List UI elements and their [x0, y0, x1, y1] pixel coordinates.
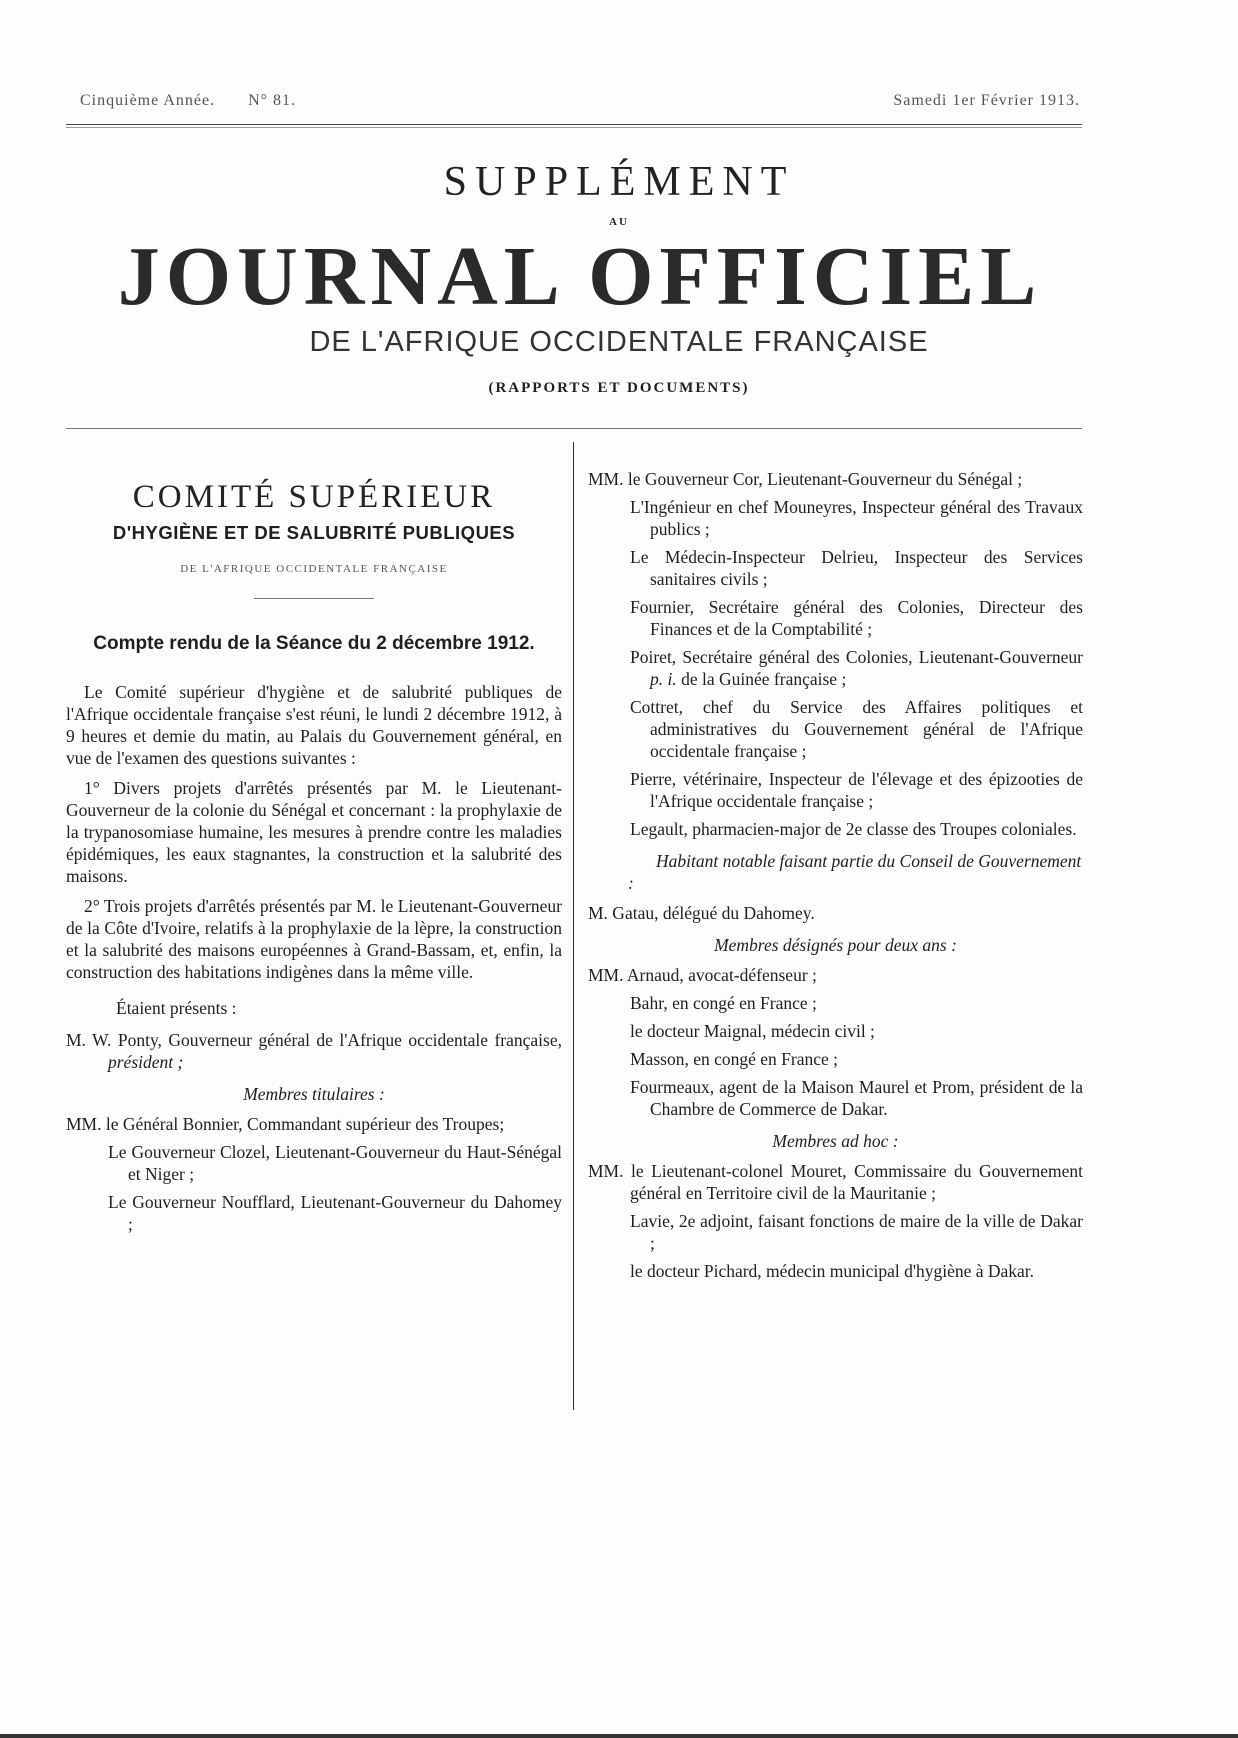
presents-label: Étaient présents :	[116, 998, 237, 1018]
rapports-subtitle: (RAPPORTS ET DOCUMENTS)	[488, 380, 750, 396]
member-entry: MM. le Gouverneur Cor, Lieutenant-Gouverneur du Sénégal ;	[588, 469, 1023, 489]
poiret-pi: p. i.	[650, 669, 677, 689]
section-rule	[254, 598, 374, 599]
member-entry: Lavie, 2e adjoint, faisant fonctions de maire de la ville de Dakar ;	[630, 1211, 1083, 1253]
masthead-rule	[66, 428, 1082, 429]
edition-label: Cinquième Année.	[80, 92, 216, 109]
column-divider	[573, 442, 574, 1410]
member-entry: le docteur Maignal, médecin civil ;	[630, 1021, 875, 1041]
page-bottom-edge	[0, 1734, 1238, 1738]
habitant-entry: M. Gatau, délégué du Dahomey.	[588, 903, 815, 923]
president-entry	[66, 1029, 562, 1073]
titulaires-label: Membres titulaires :	[243, 1084, 385, 1104]
member-entry: Pierre, vétérinaire, Inspecteur de l'élevage et des épizooties de l'Afrique occidentale française ;	[630, 769, 1083, 811]
issue-number: N° 81.	[248, 92, 297, 109]
member-entry: Legault, pharmacien-major de 2e classe des Troupes coloniales.	[630, 819, 1077, 839]
member-entry: Le Gouverneur Clozel, Lieutenant-Gouverneur du Haut-Sénégal et Niger ;	[108, 1142, 562, 1184]
au-label: AU	[609, 216, 629, 228]
poiret-tail: de la Guinée française ;	[676, 669, 847, 689]
supplement-title: SUPPLÉMENT	[443, 159, 795, 205]
region-title: DE L'AFRIQUE OCCIDENTALE FRANÇAISE	[309, 326, 929, 358]
member-entry	[588, 646, 1083, 690]
president-role: président ;	[108, 1052, 184, 1072]
right-column	[588, 468, 1083, 1288]
left-column	[66, 440, 562, 1241]
member-entry: Le Gouverneur Noufflard, Lieutenant-Gouverneur du Dahomey ;	[108, 1192, 562, 1234]
adhoc-label: Membres ad hoc :	[772, 1131, 899, 1151]
member-entry: Fourmeaux, agent de la Maison Maurel et Prom, président de la Chambre de Commerce de Dakar.	[630, 1077, 1083, 1119]
agenda-item-1: 1° Divers projets d'arrêtés présentés par M. le Lieutenant-Gouverneur de la colonie du Sénégal et concernant : la prophylaxie de la trypanosomiase humaine, les mesures à prendre contre les maladies épidémiques, les eaux stagnantes, la construction et la salubrité des maisons.	[66, 778, 562, 886]
poiret-text: Poiret, Secrétaire général des Colonies, Lieutenant-Gouverneur	[630, 647, 1083, 667]
journal-title: JOURNAL OFFICIEL	[117, 230, 1043, 323]
issue-date: Samedi 1er Février 1913.	[893, 92, 1080, 109]
intro-paragraph: Le Comité supérieur d'hygiène et de salubrité publiques de l'Afrique occidentale française s'est réuni, le lundi 2 décembre 1912, à 9 heures et demie du matin, au Palais du Gouvernement général, en vue de l'examen des questions suivantes :	[66, 682, 562, 768]
member-entry: Bahr, en congé en France ;	[630, 993, 817, 1013]
habitant-label: Habitant notable faisant partie du Conseil de Gouvernement :	[628, 851, 1082, 893]
member-entry: Le Médecin-Inspecteur Delrieu, Inspecteur des Services sanitaires civils ;	[630, 547, 1083, 589]
president-name: M. W. Ponty, Gouverneur général de l'Afrique occidentale française,	[66, 1030, 562, 1050]
member-entry: MM. le Lieutenant-colonel Mouret, Commissaire du Gouvernement général en Territoire civil de la Mauritanie ;	[588, 1161, 1083, 1203]
member-entry: L'Ingénieur en chef Mouneyres, Inspecteur général des Travaux publics ;	[630, 497, 1083, 539]
header-rule-thin	[66, 127, 1082, 128]
member-entry: Cottret, chef du Service des Affaires politiques et administratives du Gouvernement général de l'Afrique occidentale française ;	[630, 697, 1083, 761]
member-entry: Masson, en congé en France ;	[630, 1049, 838, 1069]
comite-title: COMITÉ SUPÉRIEUR	[132, 479, 496, 515]
comite-region: DE L'AFRIQUE OCCIDENTALE FRANÇAISE	[180, 563, 448, 575]
member-entry: le docteur Pichard, médecin municipal d'hygiène à Dakar.	[630, 1261, 1035, 1281]
agenda-item-2: 2° Trois projets d'arrêtés présentés par M. le Lieutenant-Gouverneur de la Côte d'Ivoire, relatifs à la prophylaxie de la lèpre, la construction et la salubrité des maisons européennes à Grand-Bassam, et, enfin, la construction des habitations indigènes dans la même ville.	[66, 896, 562, 982]
member-entry: Fournier, Secrétaire général des Colonies, Directeur des Finances et de la Comptabilité ;	[630, 597, 1083, 639]
hygiene-subtitle: D'HYGIÈNE ET DE SALUBRITÉ PUBLIQUES	[112, 522, 516, 543]
member-entry: MM. Arnaud, avocat-défenseur ;	[588, 965, 817, 985]
deux-ans-label: Membres désignés pour deux ans :	[714, 935, 957, 955]
header-rule	[66, 124, 1082, 125]
member-entry: MM. le Général Bonnier, Commandant supérieur des Troupes;	[66, 1114, 505, 1134]
session-title: Compte rendu de la Séance du 2 décembre 1912.	[93, 633, 535, 654]
